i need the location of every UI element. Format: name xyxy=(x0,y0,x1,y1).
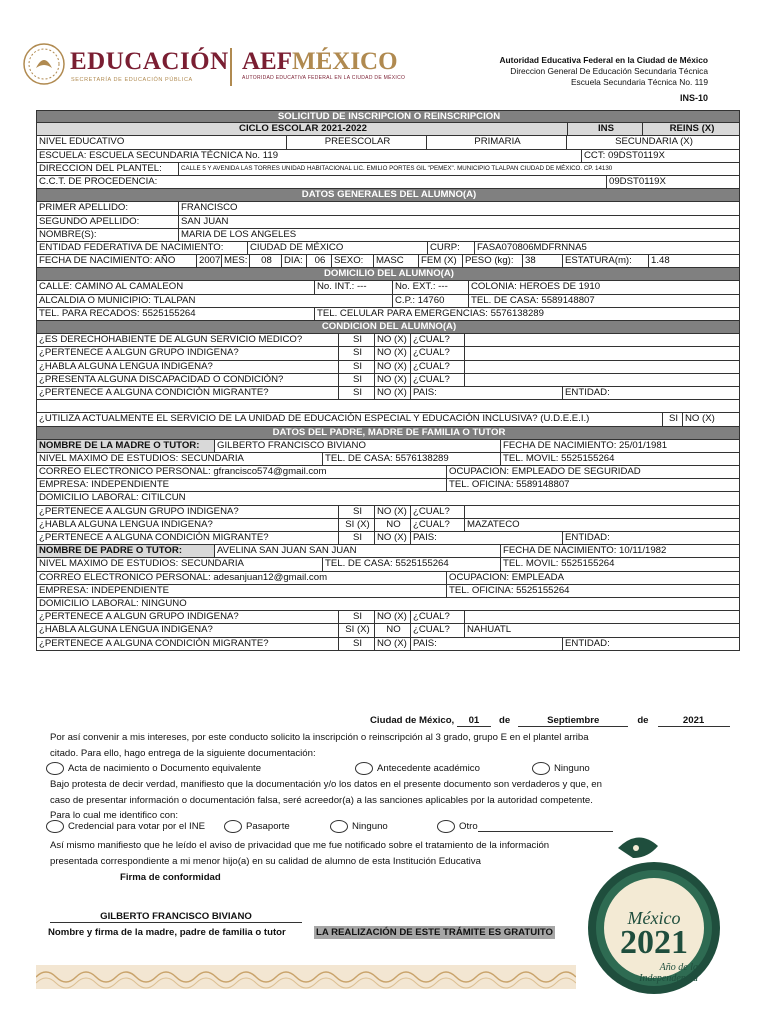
madre-nombre-row xyxy=(36,440,740,453)
institution-header: Autoridad Educativa Federal en la Ciudad de México Direccion General De Educación Secundaria Técnica Escuela Secundaria Técnica No. 119 xyxy=(499,55,708,87)
padre-grupo-row xyxy=(36,611,740,624)
mexico-2021-seal xyxy=(578,828,726,1000)
form-cell: CALLE: CAMINO AL CAMALEON xyxy=(37,281,315,293)
madre-lengua-row xyxy=(36,519,740,532)
section-condicion xyxy=(36,321,740,334)
fecha-nacimiento-row xyxy=(36,255,740,268)
form-cell: NO (X) xyxy=(375,347,411,359)
ins-option[interactable]: INS xyxy=(568,123,643,135)
nombre-row xyxy=(36,229,740,242)
escuela-row xyxy=(36,150,740,163)
form-cell: TEL. OFICINA: 5589148807 xyxy=(449,479,570,491)
form-cell: 09DST0119X xyxy=(609,175,666,187)
form-cell: DIRECCION DEL PLANTEL: xyxy=(37,163,179,175)
form-cell: CICLO ESCOLAR 2021-2022 xyxy=(37,123,568,135)
form-cell: FRANCISCO xyxy=(181,202,238,214)
date-year: 2021 xyxy=(658,715,730,727)
form-cell: ¿PERTENECE A ALGUNA CONDICIÓN MIGRANTE? xyxy=(37,532,339,544)
form-cell: ¿PERTENECE A ALGUNA CONDICIÓN MIGRANTE? xyxy=(37,638,339,650)
padre-migrante-row xyxy=(36,638,740,651)
form-cell: CONDICION DEL ALUMNO(A) xyxy=(321,321,457,332)
condicion-q3-row xyxy=(36,361,740,374)
form-cell: 1.48 xyxy=(651,255,670,267)
madre-empresa-row xyxy=(36,479,740,492)
decorative-footer-band-icon xyxy=(36,965,576,989)
form-cell: FECHA DE NACIMIENTO: AÑO xyxy=(37,255,197,267)
padre-correo-row xyxy=(36,572,740,585)
form-cell: EMPRESA: INDEPENDIENTE xyxy=(37,585,447,597)
form-cell: ¿CUAL? xyxy=(411,374,465,386)
form-code: INS-10 xyxy=(679,93,708,103)
form-cell: EMPRESA: INDEPENDIENTE xyxy=(37,479,447,491)
madre-migrante-row xyxy=(36,532,740,545)
form-cell: ENTIDAD FEDERATIVA DE NACIMIENTO: xyxy=(37,242,248,254)
form-cell: ¿CUAL? xyxy=(411,334,465,346)
ciclo-row xyxy=(36,123,740,136)
form-cell: SAN JUAN xyxy=(181,215,229,227)
form-cell: NIVEL MAXIMO DE ESTUDIOS: SECUNDARIA xyxy=(37,453,323,465)
form-cell: NO xyxy=(375,624,411,636)
form-cell: GILBERTO FRANCISCO BIVIANO xyxy=(215,440,501,452)
form-cell: CURP: xyxy=(428,242,475,254)
form-cell: SI xyxy=(339,638,375,650)
madre-estudios-row xyxy=(36,453,740,466)
option-pasaporte[interactable]: Pasaporte xyxy=(224,820,290,833)
option-otro[interactable]: Otro xyxy=(437,820,613,833)
form-cell: CCT: 09DST0119X xyxy=(584,149,665,161)
form-cell: NO (X) xyxy=(375,374,411,386)
form-cell: MASC xyxy=(374,255,419,267)
seal-line4: Independencia xyxy=(639,973,698,984)
form-cell: NO (X) xyxy=(375,387,411,399)
condicion-q1-row xyxy=(36,334,740,347)
alcaldia-row xyxy=(36,295,740,308)
form-cell: NO (X) xyxy=(685,413,715,425)
form-cell: DATOS GENERALES DEL ALUMNO(A) xyxy=(301,189,477,201)
form-cell: TEL. DE CASA: 5525155264 xyxy=(323,558,501,570)
form-cell: SI (X) xyxy=(339,624,375,636)
padre-lengua-row xyxy=(36,624,740,637)
ministry-subtitle: SECRETARÍA DE EDUCACIÓN PÚBLICA xyxy=(71,77,193,83)
form-cell: SI xyxy=(663,413,683,425)
form-cell: ¿CUAL? xyxy=(411,506,465,518)
form-cell: C.C.T. DE PROCEDENCIA: xyxy=(37,176,607,188)
inscription-form xyxy=(36,110,740,651)
request-paragraph: Por así convenir a mis intereses, por este conducto solicito la inscripción o reinscripción al 3 grado, grupo E en el plantel arriba citado. Para ello, hago entrega de la siguiente documentación: xyxy=(50,732,589,759)
form-cell: ¿CUAL? xyxy=(411,361,465,373)
form-cell: FECHA DE NACIMIENTO: 25/01/1981 xyxy=(503,439,668,451)
madre-correo-row xyxy=(36,466,740,479)
form-cell: SEXO: xyxy=(332,255,374,267)
cct-procedencia-row xyxy=(36,176,740,189)
padre-estudios-row xyxy=(36,558,740,571)
form-cell: CIUDAD DE MÉXICO xyxy=(248,242,428,254)
telefonos-row xyxy=(36,308,740,321)
option-antecedente[interactable]: Antecedente académico xyxy=(355,762,480,775)
form-cell: NOMBRE DE PADRE O TUTOR: xyxy=(37,545,215,557)
option-ninguno-id[interactable]: Ninguno xyxy=(330,820,388,833)
form-cell: DOMICILIO DEL ALUMNO(A) xyxy=(323,268,455,280)
form-cell: ¿PERTENECE A ALGUN GRUPO INDIGENA? xyxy=(37,611,339,623)
blank-row xyxy=(36,400,740,413)
condicion-q4-row xyxy=(36,374,740,387)
signer-name: GILBERTO FRANCISCO BIVIANO xyxy=(50,911,302,923)
form-cell: ¿HABLA ALGUNA LENGUA INDIGENA? xyxy=(37,361,339,373)
form-cell: DOMICILIO LABORAL: NINGUNO xyxy=(39,597,187,609)
form-cell: NO (X) xyxy=(375,361,411,373)
form-cell: FASA070806MDFRNNA5 xyxy=(477,241,587,253)
calle-row xyxy=(36,281,740,294)
form-cell: SI xyxy=(339,347,375,359)
form-cell xyxy=(37,400,739,412)
form-cell: COLONIA: HEROES DE 1910 xyxy=(471,281,601,293)
form-cell: NIVEL EDUCATIVO xyxy=(37,136,287,148)
form-cell: TEL. PARA RECADOS: 5525155264 xyxy=(37,308,315,320)
section-tutores xyxy=(36,427,740,440)
form-cell: FECHA DE NACIMIENTO: 10/11/1982 xyxy=(503,545,667,557)
form-cell: ¿CUAL? xyxy=(411,611,465,623)
radio-icon[interactable] xyxy=(46,762,64,775)
form-cell: OCUPACION: EMPLEADA xyxy=(449,571,564,583)
form-cell: SI xyxy=(339,374,375,386)
date-month: Septiembre xyxy=(518,715,628,727)
form-cell: TEL. OFICINA: 5525155264 xyxy=(449,584,570,596)
date-day: 01 xyxy=(457,715,491,727)
form-cell: CORREO ELECTRONICO PERSONAL: gfrancisco574@gmail.com xyxy=(37,466,447,478)
form-cell: ENTIDAD: xyxy=(565,386,610,398)
form-cell: SI xyxy=(339,506,375,518)
seal-line3: Año de la xyxy=(659,962,698,973)
eagle-emblem-icon xyxy=(22,42,66,86)
primer-apellido-row xyxy=(36,202,740,215)
form-cell: ¿UTILIZA ACTUALMENTE EL SERVICIO DE LA UNIDAD DE EDUCACIÓN ESPECIAL Y EDUCACIÓN INCLUSIVA? (U.D.E.E.I.) xyxy=(37,413,663,425)
form-cell: NAHUATL xyxy=(467,624,512,636)
form-cell[interactable]: PREESCOLAR xyxy=(287,136,427,148)
date-line: Ciudad de México, 01 de Septiembre de 2021 xyxy=(370,715,730,727)
radio-icon[interactable] xyxy=(355,762,373,775)
form-cell: NO (X) xyxy=(375,532,411,544)
form-cell: ¿CUAL? xyxy=(411,624,465,636)
form-cell: NOMBRE DE LA MADRE O TUTOR: xyxy=(37,440,215,452)
radio-icon[interactable] xyxy=(46,820,64,833)
padre-domicilio-row xyxy=(36,598,740,611)
form-cell: No. EXT.: --- xyxy=(393,281,469,293)
privacy-paragraph: Así mismo manifiesto que he leído el aviso de privacidad que me fue notificado sobre el tratamiento de la información presentada correspondiente a mi menor hijo(a) en su calidad de alumno de esta Institución Educativa xyxy=(50,840,550,867)
form-cell xyxy=(465,506,739,518)
padre-nombre-row xyxy=(36,545,740,558)
radio-icon[interactable] xyxy=(224,820,242,833)
form-cell: PAIS: xyxy=(411,387,563,399)
form-cell[interactable]: SECUNDARIA (X) xyxy=(615,136,693,148)
form-cell: OCUPACION: EMPLEADO DE SEGURIDAD xyxy=(449,466,641,478)
form-cell xyxy=(465,347,739,359)
form-title-row xyxy=(36,110,740,123)
form-cell: NO xyxy=(375,519,411,531)
form-cell: No. INT.: --- xyxy=(315,281,393,293)
header-divider xyxy=(230,48,232,86)
firma-label: Firma de conformidad xyxy=(120,872,221,883)
form-cell: SI xyxy=(339,532,375,544)
form-cell: TEL. DE CASA: 5576138289 xyxy=(323,453,501,465)
form-cell: TEL. MOVIL: 5525155264 xyxy=(503,558,615,570)
reins-option[interactable]: REINS (X) xyxy=(669,123,715,135)
form-cell: ¿HABLA ALGUNA LENGUA INDIGENA? xyxy=(37,519,339,531)
option-acta[interactable]: Acta de nacimiento o Documento equivalente xyxy=(46,762,261,775)
condicion-q2-row xyxy=(36,347,740,360)
form-cell: DOMICILIO LABORAL: CITILCUN xyxy=(39,492,186,504)
form-cell: MAZATECO xyxy=(467,518,520,530)
form-cell: 08 xyxy=(250,255,282,267)
form-cell: TEL. DE CASA: 5589148807 xyxy=(471,294,595,306)
form-cell: ¿PERTENECE A ALGUN GRUPO INDIGENA? xyxy=(37,347,339,359)
aef-logo-subtitle: AUTORIDAD EDUCATIVA FEDERAL EN LA CIUDAD DE MÉXICO xyxy=(242,75,406,81)
radio-icon[interactable] xyxy=(532,762,550,775)
form-cell: CORREO ELECTRONICO PERSONAL: adesanjuan12@gmail.com xyxy=(37,572,447,584)
form-cell: PAIS: xyxy=(411,532,563,544)
form-cell: ¿ES DERECHOHABIENTE DE ALGUN SERVICIO MEDICO? xyxy=(37,334,339,346)
form-cell: AVELINA SAN JUAN SAN JUAN xyxy=(215,545,501,557)
form-cell: ¿CUAL? xyxy=(411,519,465,531)
form-cell: ALCALDIA O MUNICIPIO: TLALPAN xyxy=(37,295,393,307)
form-cell: SI xyxy=(339,361,375,373)
form-cell: SI (X) xyxy=(339,519,375,531)
form-cell: TEL. MOVIL: 5525155264 xyxy=(503,452,615,464)
form-cell: NO (X) xyxy=(375,611,411,623)
form-cell: NO (X) xyxy=(375,334,411,346)
form-cell: ¿PERTENECE A ALGUN GRUPO INDIGENA? xyxy=(37,506,339,518)
form-cell: ¿PERTENECE A ALGUNA CONDICIÓN MIGRANTE? xyxy=(37,387,339,399)
section-domicilio xyxy=(36,268,740,281)
form-cell: TEL. CELULAR PARA EMERGENCIAS: 5576138289 xyxy=(317,307,544,319)
condicion-q5-row xyxy=(36,387,740,400)
form-cell: ENTIDAD: xyxy=(565,532,610,543)
gratuito-banner: LA REALIZACIÓN DE ESTE TRÁMITE ES GRATUITO xyxy=(316,927,554,938)
form-cell xyxy=(465,361,739,373)
form-cell: 2007 xyxy=(199,255,221,267)
form-cell: NO (X) xyxy=(375,506,411,518)
form-cell: FEM (X) xyxy=(419,255,463,267)
form-cell: ¿PRESENTA ALGUNA DISCAPACIDAD O CONDICIÓN? xyxy=(37,374,339,386)
form-cell: NO (X) xyxy=(375,638,411,650)
form-cell: NOMBRE(S): xyxy=(37,229,179,241)
form-cell: SI xyxy=(339,334,375,346)
radio-icon[interactable] xyxy=(437,820,455,833)
form-cell xyxy=(465,611,739,623)
ministry-title: EDUCACIÓN xyxy=(70,48,229,75)
form-cell: ESCUELA: ESCUELA SECUNDARIA TÉCNICA No. 119 xyxy=(37,150,582,162)
seal-mexico: México xyxy=(627,908,681,928)
form-cell[interactable]: PRIMARIA xyxy=(427,136,567,148)
madre-grupo-row xyxy=(36,506,740,519)
form-cell: C.P.: 14760 xyxy=(393,295,469,307)
form-cell: DIA: xyxy=(282,255,307,267)
form-cell: 06 xyxy=(307,255,332,267)
form-cell: MARIA DE LOS ANGELES xyxy=(181,228,297,240)
madre-domicilio-row xyxy=(36,492,740,505)
form-cell: SEGUNDO APELLIDO: xyxy=(37,216,179,228)
form-cell: ESTATURA(m): xyxy=(563,255,649,267)
form-cell: SI xyxy=(339,611,375,623)
form-cell: MES: xyxy=(222,255,250,267)
seal-year: 2021 xyxy=(620,924,688,961)
form-cell: PRIMER APELLIDO: xyxy=(37,202,179,214)
form-cell: 38 xyxy=(523,255,563,267)
form-cell: CALLE 5 Y AVENIDA LAS TORRES UNIDAD HABITACIONAL LIC. EMILIO PORTES GIL "PEMEX". MUNICIPIO TLALPAN CIUDAD DE MÉXICO. CP. 14130 xyxy=(181,164,613,172)
form-cell: ¿CUAL? xyxy=(411,347,465,359)
form-cell: SOLICITUD DE INSCRIPCION O REINSCRIPCION xyxy=(277,111,501,122)
form-cell xyxy=(465,374,739,386)
form-cell: ¿HABLA ALGUNA LENGUA INDIGENA? xyxy=(37,624,339,636)
form-cell: ENTIDAD: xyxy=(565,637,610,649)
protest-paragraph: Bajo protesta de decir verdad, manifiesto que la documentación y/o los datos en el presente documento son verdaderos y que, en caso de presentar información o documentación falsa, seré acreedor(a) a las sanciones aplicables por la autoridad competente. Para lo cual me identifico con: xyxy=(50,779,602,821)
padre-empresa-row xyxy=(36,585,740,598)
option-ninguno-docs[interactable]: Ninguno xyxy=(532,762,590,775)
form-cell xyxy=(465,334,739,346)
entidad-curp-row xyxy=(36,242,740,255)
nivel-row xyxy=(36,136,740,149)
radio-icon[interactable] xyxy=(330,820,348,833)
direccion-row xyxy=(36,163,740,176)
form-cell: PESO (kg): xyxy=(463,255,523,267)
segundo-apellido-row xyxy=(36,216,740,229)
form-cell: SI xyxy=(339,387,375,399)
option-ine[interactable]: Credencial para votar por el INE xyxy=(46,820,205,833)
signer-caption: Nombre y firma de la madre, padre de familia o tutor xyxy=(48,927,286,938)
form-cell: NIVEL MAXIMO DE ESTUDIOS: SECUNDARIA xyxy=(37,558,323,570)
udeei-row xyxy=(36,413,740,426)
form-cell: DATOS DEL PADRE, MADRE DE FAMILIA O TUTOR xyxy=(272,426,506,438)
form-cell: PAIS: xyxy=(411,638,563,650)
section-alumno xyxy=(36,189,740,202)
aef-logo-title: AEFMÉXICO xyxy=(242,48,398,75)
